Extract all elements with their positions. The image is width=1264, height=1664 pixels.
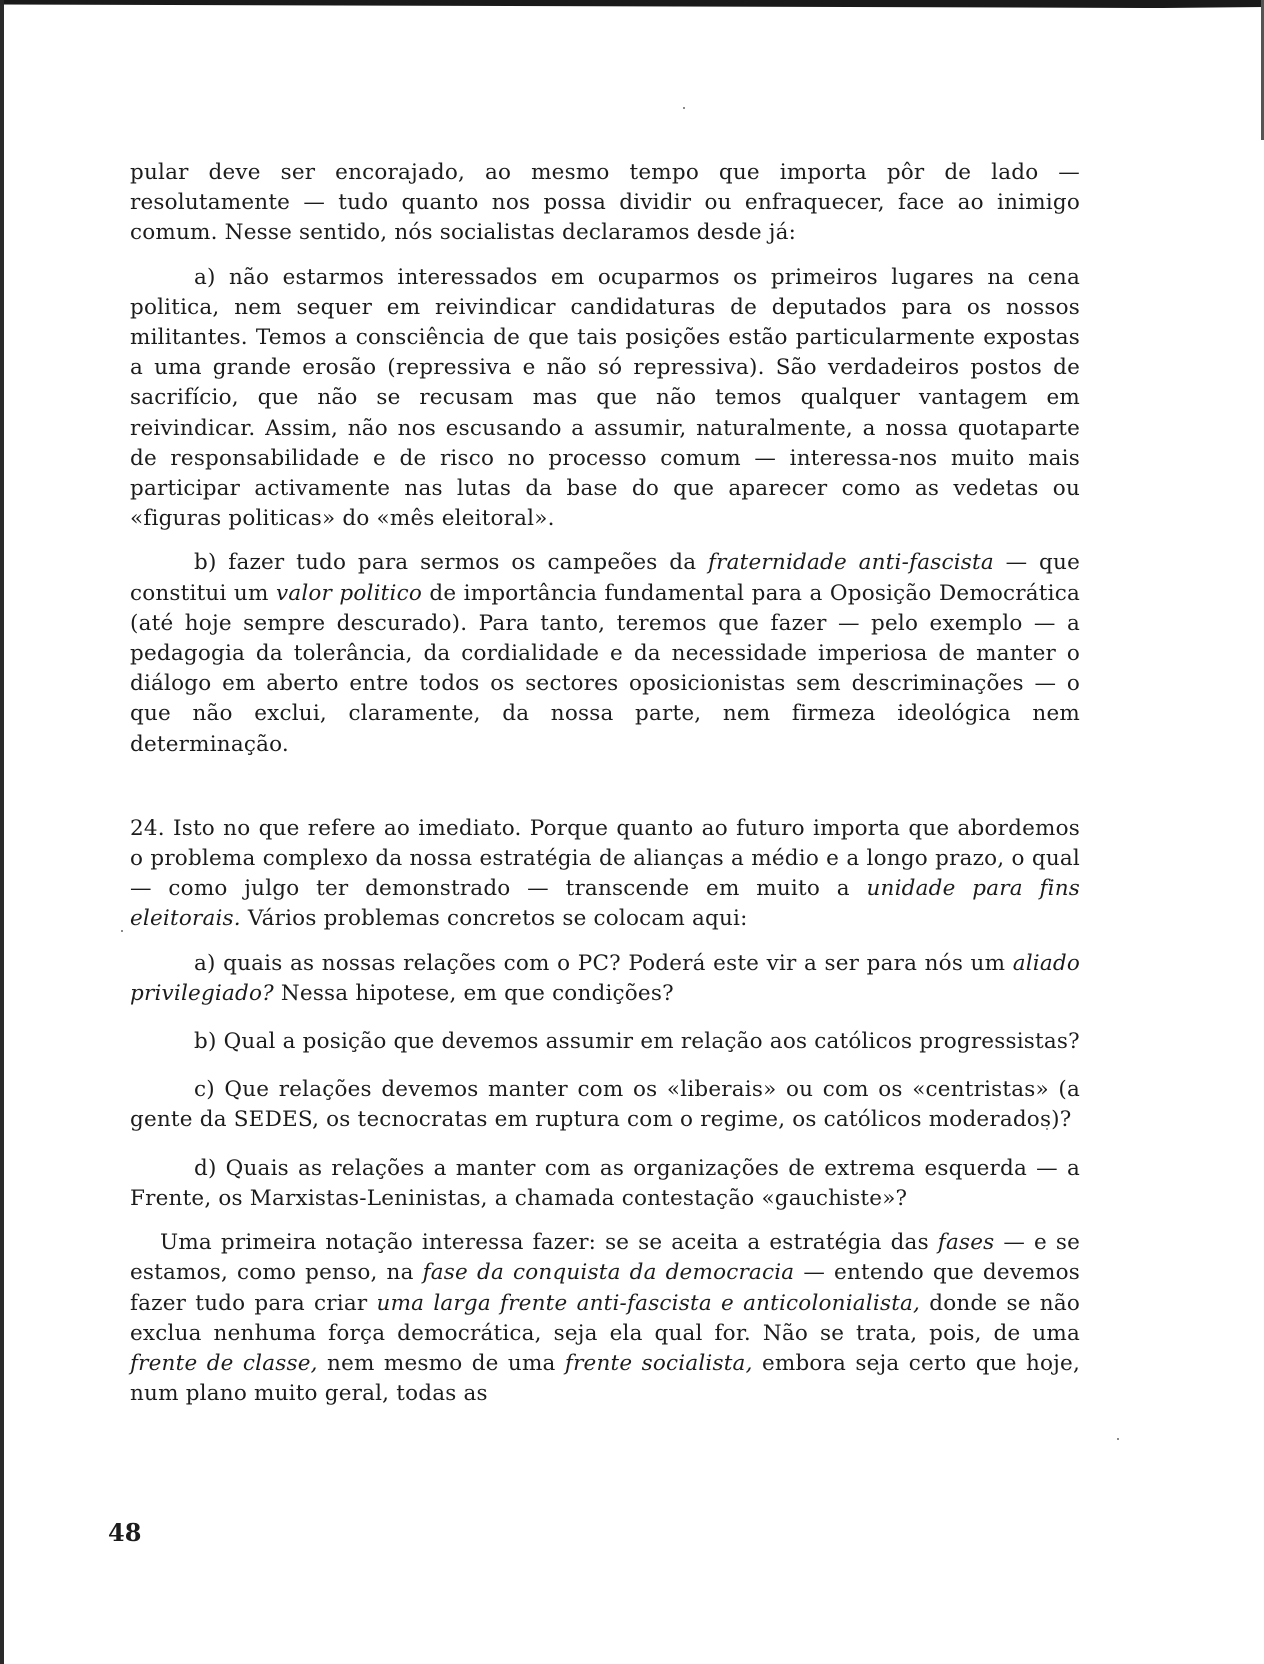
text-segment: 24. Isto no que refere ao imediato. Porque quanto ao futuro importa que abordemos o problema complexo da nossa estratégia de alianças a médio e a longo prazo, o qual — como julgo ter demonstrado — transcende em muito a xyxy=(130,815,1080,902)
text-segment: b) Qual a posição que devemos assumir em relação aos católicos progressistas? xyxy=(194,1029,1080,1055)
text-segment: de importância fundamental para a Oposição Democrática (até hoje sempre descurado). Para tanto, teremos que fazer — pelo exemplo — a pedagogia da tolerância, da cordialidade e da necessidade imperiosa de manter o diálogo em aberto entre todos os sectores oposicionistas sem descriminações — o que não exclui, claramente, da nossa parte, nem firmeza ideológica nem determinação. xyxy=(130,580,1080,757)
question-b xyxy=(130,1027,1080,1057)
text-segment: c) Que relações devemos manter com os «liberais» ou com os «centristas» (a gente da SEDES, os tecnocratas em ruptura com o regime, os católicos moderados)? xyxy=(130,1077,1080,1133)
paragraph-item-b xyxy=(130,548,1080,759)
text-segment: pular deve ser encorajado, ao mesmo tempo que importa pôr de lado — resolutamente — tudo quanto nos possa dividir ou enfraquecer, face ao inimigo comum. Nesse sentido, nós socialistas declaramos desde já: xyxy=(130,160,1080,246)
italic-phrase: frente socialista, xyxy=(564,1350,753,1376)
question-c xyxy=(130,1075,1080,1135)
page-body xyxy=(130,158,1080,1409)
text-segment: embora seja certo que hoje, num plano muito geral, todas as xyxy=(130,1350,1081,1407)
text-segment: a) não estarmos interessados em ocuparmos os primeiros lugares na cena politica, nem sequer em reivindicar candidaturas de deputados para os nossos militantes. Temos a consciência de que tais posições estão particularmente expostas a uma grande erosão (repressiva e não só repressiva). São verdadeiros postos de sacrifício, que não se recusam mas que não temos qualquer vantagem em reivindicar. Assim, não nos escusando a assumir, naturalmente, a nossa quotaparte de responsabilidade e de risco no processo comum — interessa-nos muito mais participar activamente nas lutas da base do que aparecer como as vedetas ou «figuras politicas» do «mês eleitoral». xyxy=(130,264,1080,532)
scan-speck xyxy=(1117,1438,1119,1440)
text-segment: Vários problemas concretos se colocam aqui: xyxy=(240,906,748,932)
paragraph-section-24 xyxy=(130,814,1080,935)
paragraph-item-a xyxy=(130,263,1080,535)
text-segment: nem mesmo de uma xyxy=(317,1350,565,1376)
paragraph-intro xyxy=(130,158,1080,249)
italic-phrase: aliado privilegiado? xyxy=(130,950,1080,1006)
text-segment: — e se estamos, como penso, na xyxy=(130,1230,1081,1286)
question-a xyxy=(130,949,1080,1009)
italic-phrase: valor politico xyxy=(275,580,422,606)
scan-speck xyxy=(683,107,685,109)
page-number: 48 xyxy=(108,1518,142,1547)
italic-phrase: unidade para fins eleitorais. xyxy=(130,876,1080,932)
text-segment: a) quais as nossas relações com o PC? Poderá este vir a ser para nós um xyxy=(194,950,1013,976)
text-segment: Nessa hipotese, em que condições? xyxy=(273,980,674,1006)
scan-border-left xyxy=(0,0,4,1664)
paragraph-first-note xyxy=(130,1228,1080,1409)
italic-phrase: fraternidade anti-fascista xyxy=(708,550,994,576)
text-segment: b) fazer tudo para sermos os campeões da xyxy=(194,550,708,576)
scan-border-top xyxy=(0,0,1264,10)
text-segment: — entendo que devemos fazer tudo para criar xyxy=(130,1260,1081,1316)
text-segment: d) Quais as relações a manter com as organizações de extrema esquerda — a Frente, os Marxistas-Leninistas, a chamada contestação «gauchiste»? xyxy=(130,1155,1080,1211)
scan-speck xyxy=(121,930,123,932)
italic-phrase: uma larga frente anti-fascista e anticolonialista, xyxy=(376,1290,921,1316)
italic-phrase: fases xyxy=(937,1230,995,1256)
text-segment: donde se não exclua nenhuma força democrática, seja ela qual for. Não se trata, pois, de uma xyxy=(130,1290,1080,1346)
italic-phrase: frente de classe, xyxy=(130,1350,318,1376)
text-segment: — que constitui um xyxy=(130,550,1080,606)
text-segment: Uma primeira notação interessa fazer: se se aceita a estratégia das xyxy=(160,1230,938,1256)
italic-phrase: fase da conquista da democracia xyxy=(422,1260,795,1286)
question-d xyxy=(130,1154,1080,1214)
